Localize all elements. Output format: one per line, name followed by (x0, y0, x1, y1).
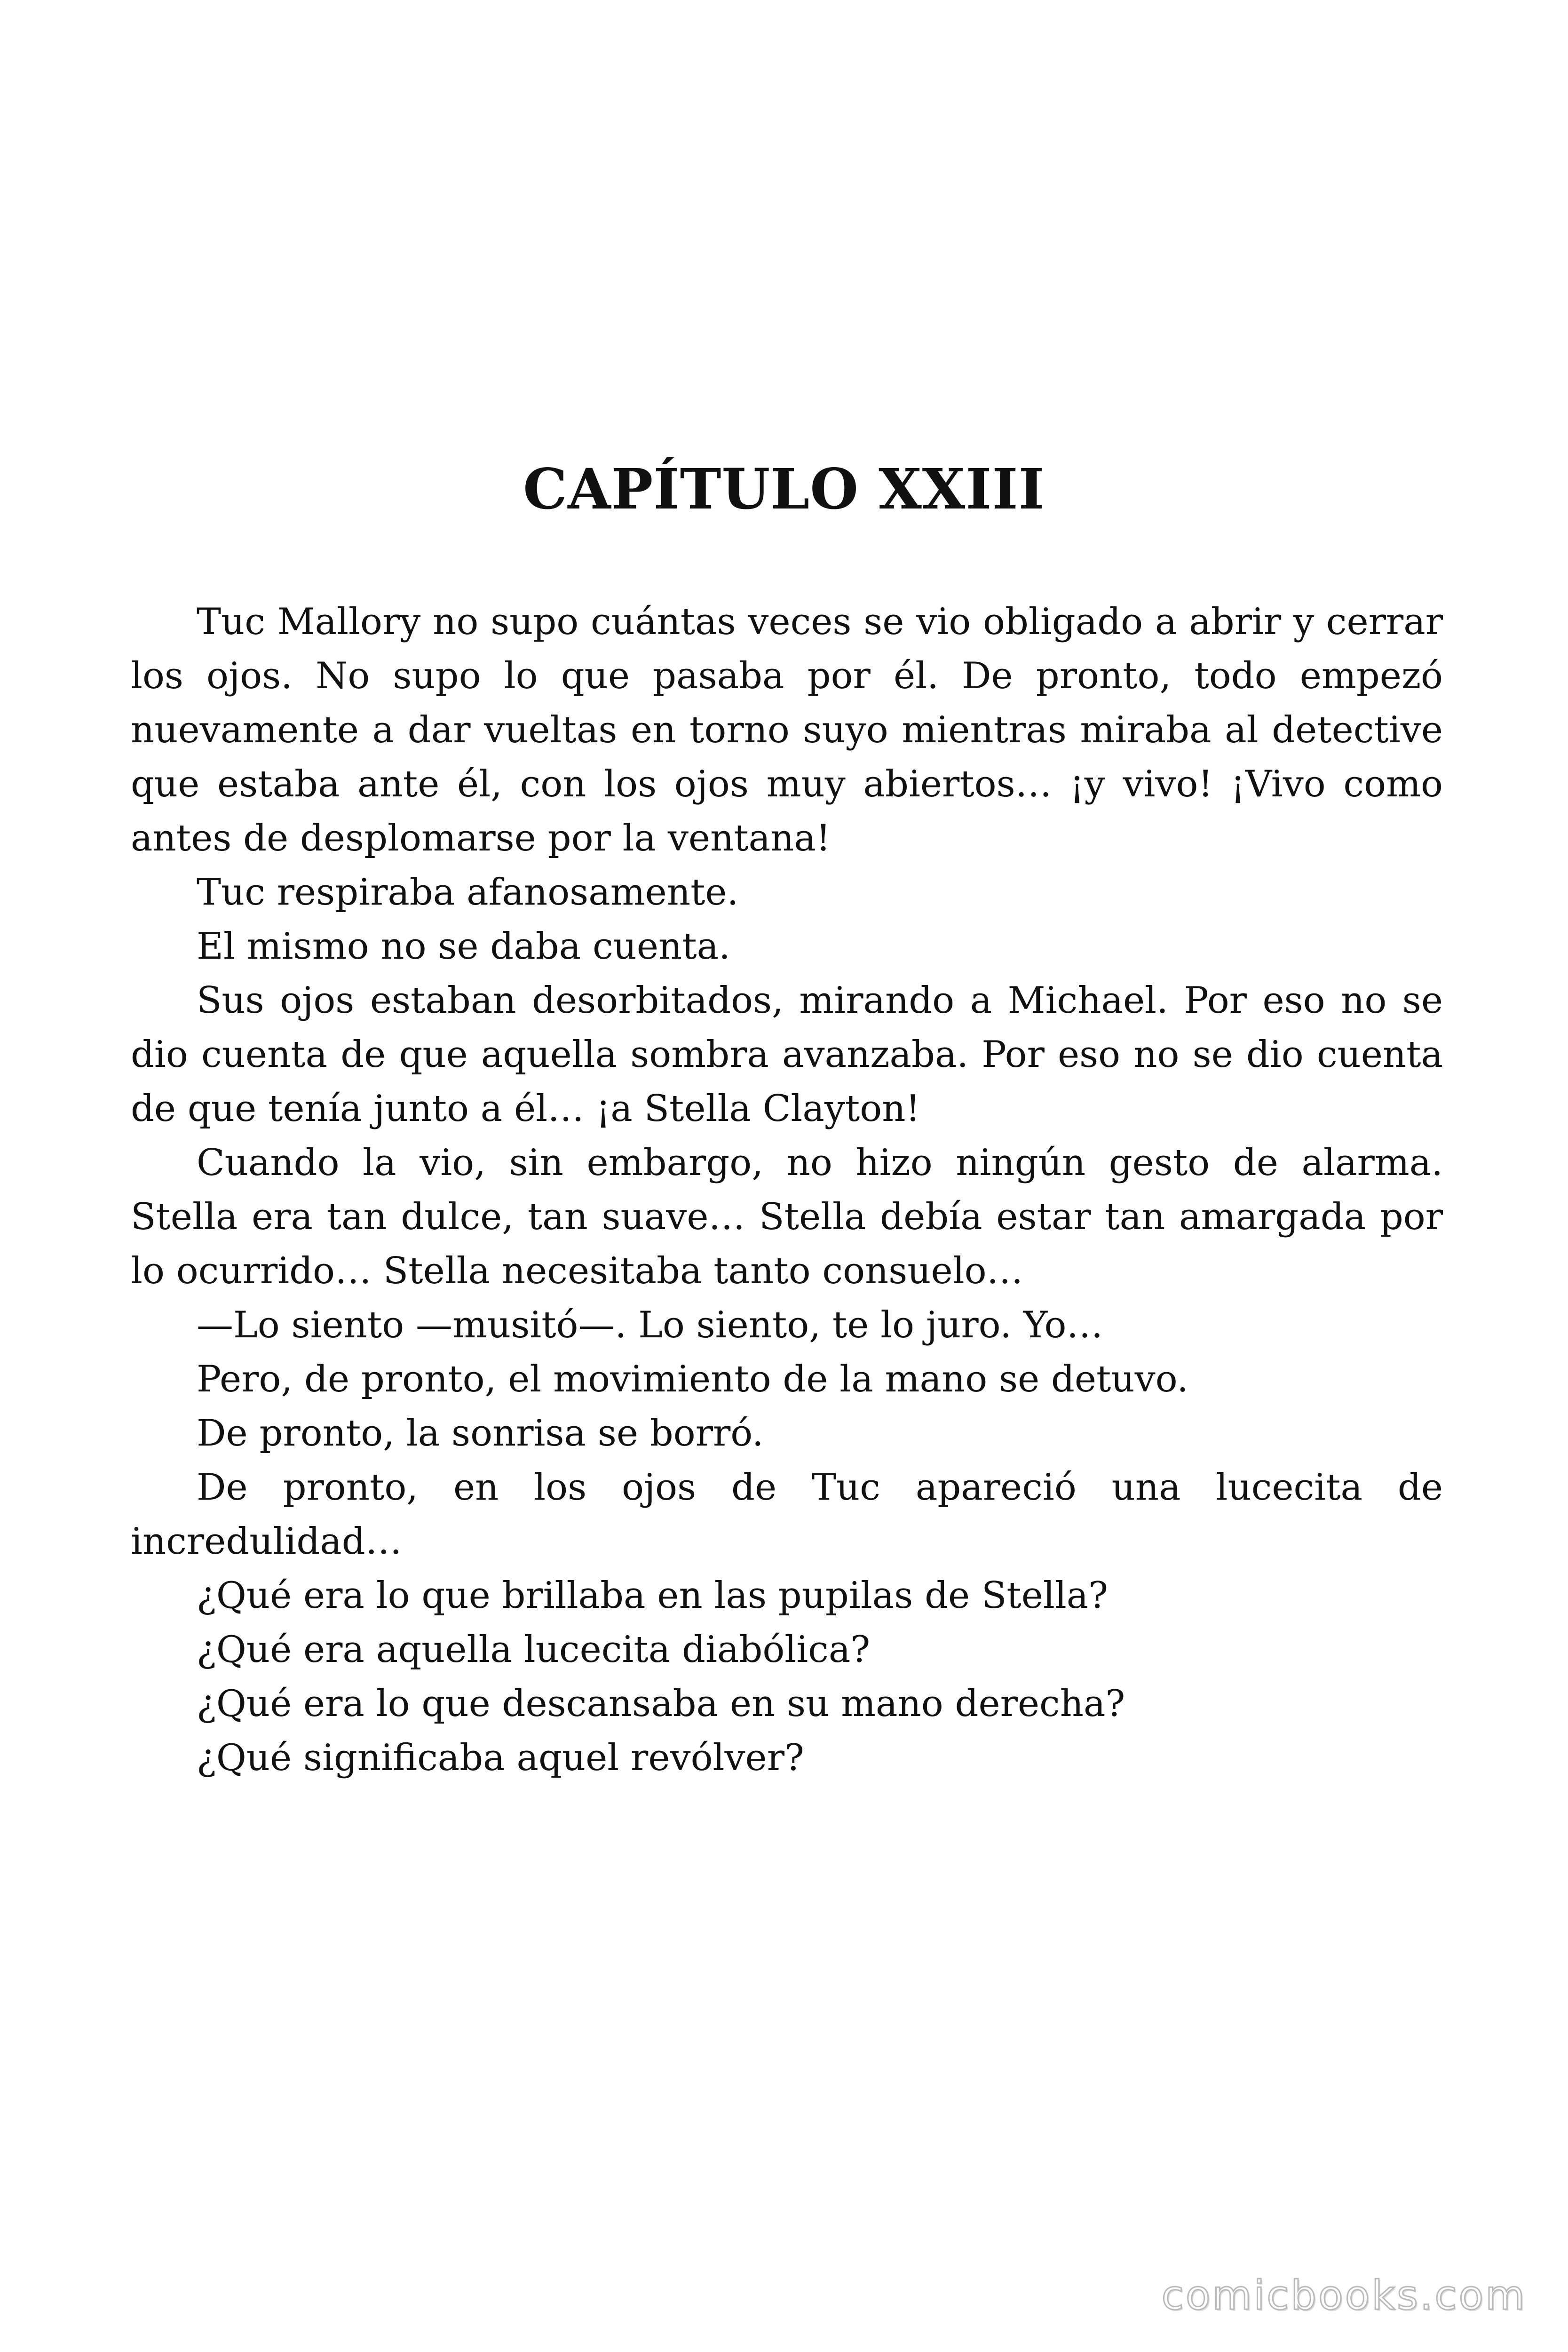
paragraph: —Lo siento —musitó—. Lo siento, te lo juro. Yo… (197, 1304, 1103, 1346)
paragraph: ¿Qué era lo que brillaba en las pupilas de Stella? (197, 1574, 1109, 1617)
watermark-logo: comicbooks.com (1161, 2272, 1527, 2319)
paragraph: ¿Qué era lo que descansaba en su mano derecha? (197, 1683, 1125, 1725)
paragraph: De pronto, la sonrisa se borró. (197, 1412, 764, 1454)
chapter-body (131, 595, 1443, 1785)
paragraph: De pronto, en los ojos de Tuc apareció una lucecita de incredulidad… (131, 1466, 1443, 1563)
paragraph: Tuc respiraba afanosamente. (197, 871, 739, 914)
paragraph: Tuc Mallory no supo cuántas veces se vio obligado a abrir y cerrar los ojos. No supo lo que pasaba por él. De pronto, todo empezó nuevamente a dar vueltas en torno suyo mientras miraba al detective que estaba ante él, con los ojos muy abiertos… ¡y vivo! ¡Vivo como antes de desplomarse por la ventana! (131, 601, 1443, 859)
paragraph: El mismo no se daba cuenta. (197, 925, 730, 968)
paragraph: Pero, de pronto, el movimiento de la mano se detuvo. (197, 1358, 1189, 1400)
chapter-title: CAPÍTULO XXIII (523, 456, 1045, 522)
paragraph: ¿Qué era aquella lucecita diabólica? (197, 1629, 871, 1671)
paragraph: Cuando la vio, sin embargo, no hizo ningún gesto de alarma. Stella era tan dulce, tan suave… Stella debía estar tan amargada por lo ocurrido… Stella necesitaba tanto consuelo… (131, 1142, 1443, 1292)
paragraph: ¿Qué significaba aquel revólver? (197, 1737, 804, 1779)
paragraph: Sus ojos estaban desorbitados, mirando a Michael. Por eso no se dio cuenta de que aquella sombra avanzaba. Por eso no se dio cuenta de que tenía junto a él… ¡a Stella Clayton! (131, 979, 1443, 1130)
